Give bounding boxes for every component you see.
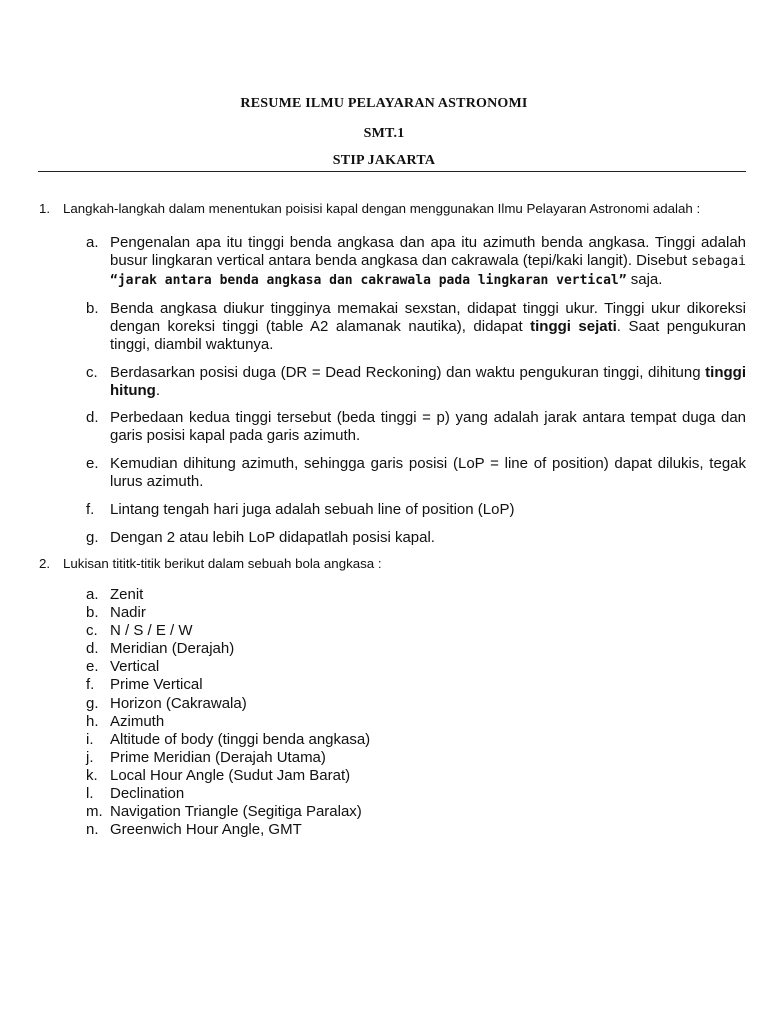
item-text: Perbedaan kedua tinggi tersebut (beda tinggi = p) yang adalah jarak antara tempat duga dan garis posisi kapal pada garis azimuth. bbox=[110, 409, 746, 444]
item-text: Prime Vertical bbox=[110, 676, 203, 694]
item-text-tail: saja. bbox=[626, 271, 663, 288]
question-number: 2. bbox=[39, 556, 51, 571]
item-letter: n. bbox=[86, 821, 99, 839]
item-letter: a. bbox=[86, 234, 99, 251]
question-text: Lukisan tititk-titik berikut dalam sebuah bola angkasa : bbox=[63, 556, 382, 571]
q1-item-d bbox=[86, 409, 746, 445]
item-text: Vertical bbox=[110, 658, 160, 676]
item-letter: b. bbox=[86, 300, 99, 317]
item-letter: f. bbox=[86, 501, 95, 518]
item-text-part: Pengenalan apa itu tinggi benda angkasa dan apa itu azimuth benda angkasa. Tinggi adalah busur lingkaran vertical antara benda angkasa dan cakrawala (tepi/kaki langit). Disebut bbox=[110, 234, 746, 269]
question-number: 1. bbox=[39, 201, 51, 216]
item-letter: a. bbox=[86, 586, 99, 603]
item-letter: g. bbox=[86, 529, 99, 546]
item-text-part: . Saat pengukuran tinggi, diambil waktunya. bbox=[110, 318, 747, 353]
q1-item-b bbox=[86, 300, 746, 354]
item-letter: g. bbox=[86, 694, 99, 712]
item-text-part: . bbox=[155, 382, 160, 399]
q1-item-g bbox=[86, 529, 746, 547]
item-text bbox=[110, 234, 746, 290]
item-letter: l. bbox=[86, 785, 94, 803]
item-letter: m. bbox=[86, 803, 103, 821]
item-letter: c. bbox=[86, 364, 98, 381]
q1-item-a bbox=[86, 234, 746, 290]
item-text: Local Hour Angle (Sudut Jam Barat) bbox=[110, 766, 351, 784]
item-text-bold: tinggi sejati bbox=[530, 318, 617, 335]
q1-item-e bbox=[86, 455, 746, 491]
item-text-bold: tinggi hitung bbox=[110, 364, 746, 399]
item-text-part: Berdasarkan posisi duga (DR = Dead Reckoning) dan waktu pengukuran tinggi, dihitung bbox=[110, 364, 706, 381]
item-letter: e. bbox=[86, 658, 99, 676]
semester-label: SMT.1 bbox=[363, 126, 405, 141]
item-text: Declination bbox=[110, 785, 185, 803]
item-text: Dengan 2 atau lebih LoP didapatlah posisi kapal. bbox=[110, 529, 435, 546]
item-text: N / S / E / W bbox=[110, 622, 193, 640]
item-letter: e. bbox=[86, 455, 99, 472]
item-text bbox=[110, 364, 746, 400]
item-text: Altitude of body (tinggi benda angkasa) bbox=[110, 730, 371, 748]
item-letter: j. bbox=[86, 748, 94, 766]
item-text: Horizon (Cakrawala) bbox=[110, 694, 247, 712]
item-text: Zenit bbox=[110, 586, 144, 603]
item-text-part: Benda angkasa diukur tingginya memakai sexstan, didapat tinggi ukur. Tinggi ukur dikoreksi dengan koreksi tinggi (table A2 alamanak nautika), didapat bbox=[110, 300, 746, 335]
item-text: Greenwich Hour Angle, GMT bbox=[110, 821, 302, 839]
item-text: Kemudian dihitung azimuth, sehingga garis posisi (LoP = line of position) dapat dilukis, tegak lurus azimuth. bbox=[110, 455, 746, 490]
item-letter: b. bbox=[86, 604, 99, 622]
header-divider bbox=[38, 171, 746, 172]
item-letter: d. bbox=[86, 640, 99, 658]
item-text: Azimuth bbox=[110, 712, 165, 730]
q1-item-f bbox=[86, 501, 746, 519]
school-label: STIP JAKARTA bbox=[332, 153, 436, 168]
item-text bbox=[110, 300, 746, 354]
item-letter: c. bbox=[86, 622, 98, 640]
item-text: Lintang tengah hari juga adalah sebuah line of position (LoP) bbox=[110, 501, 515, 518]
q1-item-c bbox=[86, 364, 746, 400]
item-text: Navigation Triangle (Segitiga Paralax) bbox=[110, 803, 362, 821]
item-letter: k. bbox=[86, 766, 98, 784]
item-letter: h. bbox=[86, 712, 99, 730]
item-letter: d. bbox=[86, 409, 99, 426]
question-text: Langkah-langkah dalam menentukan poisisi kapal dengan menggunakan Ilmu Pelayaran Astronomi adalah : bbox=[63, 201, 701, 216]
item-text: Meridian (Derajah) bbox=[110, 640, 235, 658]
item-text: Nadir bbox=[110, 604, 146, 622]
item-text-mono: sebagai bbox=[691, 254, 746, 269]
item-letter: f. bbox=[86, 676, 95, 694]
document-title: RESUME ILMU PELAYARAN ASTRONOMI bbox=[240, 96, 528, 111]
item-text: Prime Meridian (Derajah Utama) bbox=[110, 748, 326, 766]
item-letter: i. bbox=[86, 730, 94, 748]
item-text-quote: “jarak antara benda angkasa dan cakrawala pada lingkaran vertical” bbox=[110, 273, 627, 288]
